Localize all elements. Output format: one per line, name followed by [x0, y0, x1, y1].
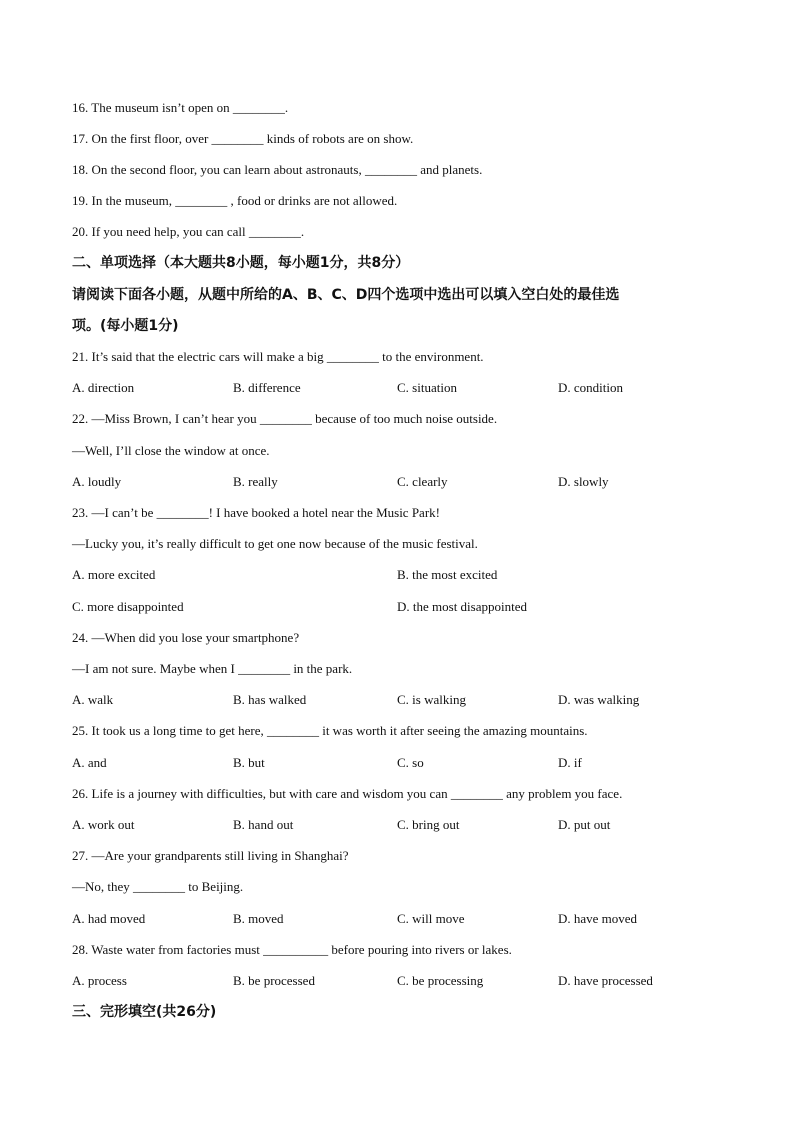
question-21-option-a: A. direction	[72, 380, 135, 395]
question-26-stem: 26. Life is a journey with difficulties, but with care and wisdom you can ________ any problem you face.	[72, 786, 623, 801]
question-27-option-a: A. had moved	[72, 911, 146, 926]
question-25-option-a: A. and	[72, 755, 107, 770]
question-27-stem: 27. —Are your grandparents still living in Shanghai?	[72, 848, 349, 863]
question-25-option-d: D. if	[558, 755, 582, 770]
section-2-heading: 二、单项选择（本大题共8小题，每小题1分，共8分）	[72, 255, 410, 271]
question-23-option-c: C. more disappointed	[72, 599, 184, 614]
question-23-option-d: D. the most disappointed	[397, 599, 527, 614]
question-27-option-c: C. will move	[397, 911, 465, 926]
question-19: 19. In the museum, ________ , food or drinks are not allowed.	[72, 193, 398, 208]
question-24-reply: —I am not sure. Maybe when I ________ in the park.	[72, 661, 353, 676]
question-20: 20. If you need help, you can call ________.	[72, 224, 305, 239]
question-22-option-b: B. really	[233, 474, 278, 489]
question-25-stem: 25. It took us a long time to get here, ________ it was worth it after seeing the amazing mountains.	[72, 723, 588, 738]
question-21-option-c: C. situation	[397, 380, 457, 395]
question-21-option-b: B. difference	[233, 380, 301, 395]
question-27-reply: —No, they ________ to Beijing.	[72, 879, 244, 894]
question-24-option-c: C. is walking	[397, 692, 466, 707]
question-28-stem: 28. Waste water from factories must __________ before pouring into rivers or lakes.	[72, 942, 512, 957]
question-26-option-b: B. hand out	[233, 817, 294, 832]
question-26-option-a: A. work out	[72, 817, 135, 832]
section-2-instruction-1: 请阅读下面各小题，从题中所给的A、B、C、D四个选项中选出可以填入空白处的最佳选	[72, 287, 620, 303]
question-24-stem: 24. —When did you lose your smartphone?	[72, 630, 300, 645]
section-2-instruction-2: 项。(每小题1分)	[72, 318, 179, 334]
question-27-option-d: D. have moved	[558, 911, 638, 926]
question-26-option-d: D. put out	[558, 817, 611, 832]
question-28-option-d: D. have processed	[558, 973, 653, 988]
question-27-option-b: B. moved	[233, 911, 284, 926]
question-25-option-c: C. so	[397, 755, 424, 770]
question-21-option-d: D. condition	[558, 380, 623, 395]
question-22-stem: 22. —Miss Brown, I can’t hear you ________ because of too much noise outside.	[72, 411, 498, 426]
question-24-option-d: D. was walking	[558, 692, 640, 707]
question-22-option-c: C. clearly	[397, 474, 448, 489]
question-28-option-a: A. process	[72, 973, 127, 988]
question-18: 18. On the second floor, you can learn about astronauts, ________ and planets.	[72, 162, 483, 177]
question-22-option-a: A. loudly	[72, 474, 122, 489]
question-21-stem: 21. It’s said that the electric cars will make a big ________ to the environment.	[72, 349, 484, 364]
question-23-option-b: B. the most excited	[397, 567, 498, 582]
question-17: 17. On the first floor, over ________ kinds of robots are on show.	[72, 131, 414, 146]
question-26-option-c: C. bring out	[397, 817, 460, 832]
question-24-option-a: A. walk	[72, 692, 114, 707]
question-25-option-b: B. but	[233, 755, 265, 770]
question-28-option-c: C. be processing	[397, 973, 484, 988]
question-23-option-a: A. more excited	[72, 567, 156, 582]
section-3-heading: 三、完形填空(共26分)	[72, 1004, 217, 1020]
question-22-reply: —Well, I’ll close the window at once.	[72, 443, 270, 458]
question-23-reply: —Lucky you, it’s really difficult to get one now because of the music festival.	[72, 536, 478, 551]
question-24-option-b: B. has walked	[233, 692, 307, 707]
question-23-stem: 23. —I can’t be ________! I have booked a hotel near the Music Park!	[72, 505, 440, 520]
question-16: 16. The museum isn’t open on ________.	[72, 100, 289, 115]
question-28-option-b: B. be processed	[233, 973, 315, 988]
question-22-option-d: D. slowly	[558, 474, 609, 489]
